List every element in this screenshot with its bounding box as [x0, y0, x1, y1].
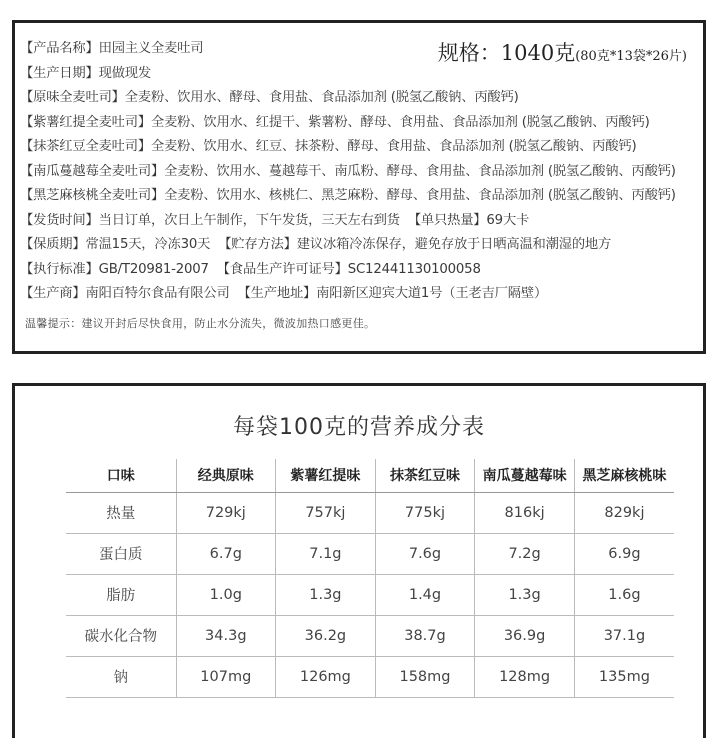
info-line [20, 184, 697, 209]
table-cell: 36.2g [276, 615, 376, 656]
table-row [66, 656, 674, 697]
info-label: 【抹茶红豆全麦吐司】 [20, 139, 151, 154]
info-value: 全麦粉、饮用水、红豆、抹茶粉、酵母、食用盐、食品添加剂 (脱氢乙酸钠、丙酸钙) [150, 139, 637, 154]
info-line [20, 37, 697, 62]
column-header: 南瓜蔓越莓味 [475, 459, 575, 492]
info-label: 【产品名称】 [20, 41, 99, 56]
column-header: 经典原味 [176, 459, 276, 492]
info-label: 【单只热量】 [407, 212, 487, 228]
table-cell: 126mg [276, 656, 376, 697]
nutrition-table [66, 459, 674, 698]
info-line [20, 282, 697, 307]
info-value: 建议冰箱冷冻保存，避免存放于日晒高温和潮湿的地方 [296, 237, 612, 252]
info-line [20, 233, 697, 258]
info-value: 现做现发 [98, 65, 151, 81]
nutrition-panel [12, 383, 706, 738]
info-value: 全麦粉、饮用水、蔓越莓干、南瓜粉、酵母、食用盐、食品添加剂 (脱氢乙酸钠、丙酸钙) [164, 163, 676, 179]
table-header-row [66, 459, 674, 492]
info-label: 【黑芝麻核桃全麦吐司】 [20, 188, 165, 203]
table-cell: 38.7g [375, 615, 475, 656]
info-label: 【生产商】 [20, 286, 86, 301]
info-value: GB/T20981-2007 [98, 261, 209, 277]
info-label: 【食品生产许可证号】 [216, 261, 348, 277]
info-line [20, 86, 697, 111]
info-value: 南阳百特尔食品有限公司 [85, 286, 230, 301]
info-line [20, 111, 697, 136]
table-cell: 36.9g [475, 615, 575, 656]
product-info-panel [12, 20, 706, 354]
info-line [20, 258, 697, 283]
table-cell: 1.4g [375, 574, 475, 615]
table-row [66, 574, 674, 615]
table-cell: 729kj [176, 492, 276, 533]
info-value: SC12441130100058 [347, 261, 481, 277]
table-row [66, 533, 674, 574]
table-row [66, 615, 674, 656]
row-label: 蛋白质 [66, 533, 176, 574]
column-header: 黑芝麻核桃味 [574, 459, 674, 492]
table-cell: 1.3g [276, 574, 376, 615]
table-cell: 135mg [574, 656, 674, 697]
info-value: 南阳新区迎宾大道1号（王老吉厂隔壁） [316, 286, 548, 301]
spec-main: 规格：1040克 [437, 41, 576, 65]
tip-note: 温馨提示：建议开封后尽快食用，防止水分流失，微波加热口感更佳。 [25, 317, 376, 330]
table-cell: 128mg [475, 656, 575, 697]
table-cell: 37.1g [574, 615, 674, 656]
info-line [20, 160, 697, 185]
table-cell: 1.6g [574, 574, 674, 615]
info-value: 全麦粉、饮用水、酵母、食用盐、食品添加剂 (脱氢乙酸钠、丙酸钙) [124, 90, 519, 105]
info-label: 【生产日期】 [20, 65, 99, 81]
info-line [20, 209, 697, 234]
spec-sub: (80克*13袋*26片) [575, 49, 687, 64]
info-label: 【南瓜蔓越莓全麦吐司】 [20, 163, 165, 179]
row-label: 热量 [66, 492, 176, 533]
table-cell: 7.6g [375, 533, 475, 574]
info-label: 【贮存方法】 [218, 237, 297, 252]
nutrition-title: 每袋100克的营养成分表 [233, 415, 485, 440]
row-label: 脂肪 [66, 574, 176, 615]
info-value: 全麦粉、饮用水、核桃仁、黑芝麻粉、酵母、食用盐、食品添加剂 (脱氢乙酸钠、丙酸钙) [164, 188, 676, 203]
table-row [66, 492, 674, 533]
table-cell: 7.2g [475, 533, 575, 574]
info-line [20, 62, 697, 87]
info-label: 【保质期】 [20, 237, 86, 252]
column-header: 紫薯红提味 [276, 459, 376, 492]
table-cell: 1.0g [176, 574, 276, 615]
info-value: 69大卡 [486, 212, 530, 228]
info-line [20, 135, 697, 160]
table-cell: 158mg [375, 656, 475, 697]
table-cell: 6.9g [574, 533, 674, 574]
table-cell: 816kj [475, 492, 575, 533]
info-label: 【发货时间】 [20, 212, 99, 228]
row-label: 碳水化合物 [66, 615, 176, 656]
info-value: 全麦粉、饮用水、红提干、紫薯粉、酵母、食用盐、食品添加剂 (脱氢乙酸钠、丙酸钙) [150, 114, 650, 130]
info-value: 当日订单，次日上午制作，下午发货，三天左右到货 [98, 212, 400, 228]
info-label: 【生产地址】 [237, 286, 317, 301]
info-label: 【执行标准】 [20, 261, 99, 277]
table-cell: 1.3g [475, 574, 575, 615]
column-header: 口味 [66, 459, 176, 492]
info-value: 田园主义全麦吐司 [98, 41, 204, 56]
row-label: 钠 [66, 656, 176, 697]
info-label: 【原味全麦吐司】 [20, 90, 125, 105]
table-cell: 757kj [276, 492, 376, 533]
table-cell: 829kj [574, 492, 674, 533]
table-cell: 6.7g [176, 533, 276, 574]
table-cell: 34.3g [176, 615, 276, 656]
table-cell: 775kj [375, 492, 475, 533]
table-cell: 107mg [176, 656, 276, 697]
table-cell: 7.1g [276, 533, 376, 574]
info-label: 【紫薯红提全麦吐司】 [20, 114, 151, 130]
column-header: 抹茶红豆味 [375, 459, 475, 492]
info-value: 常温15天，冷冻30天 [85, 237, 211, 252]
info-lines [20, 37, 697, 307]
